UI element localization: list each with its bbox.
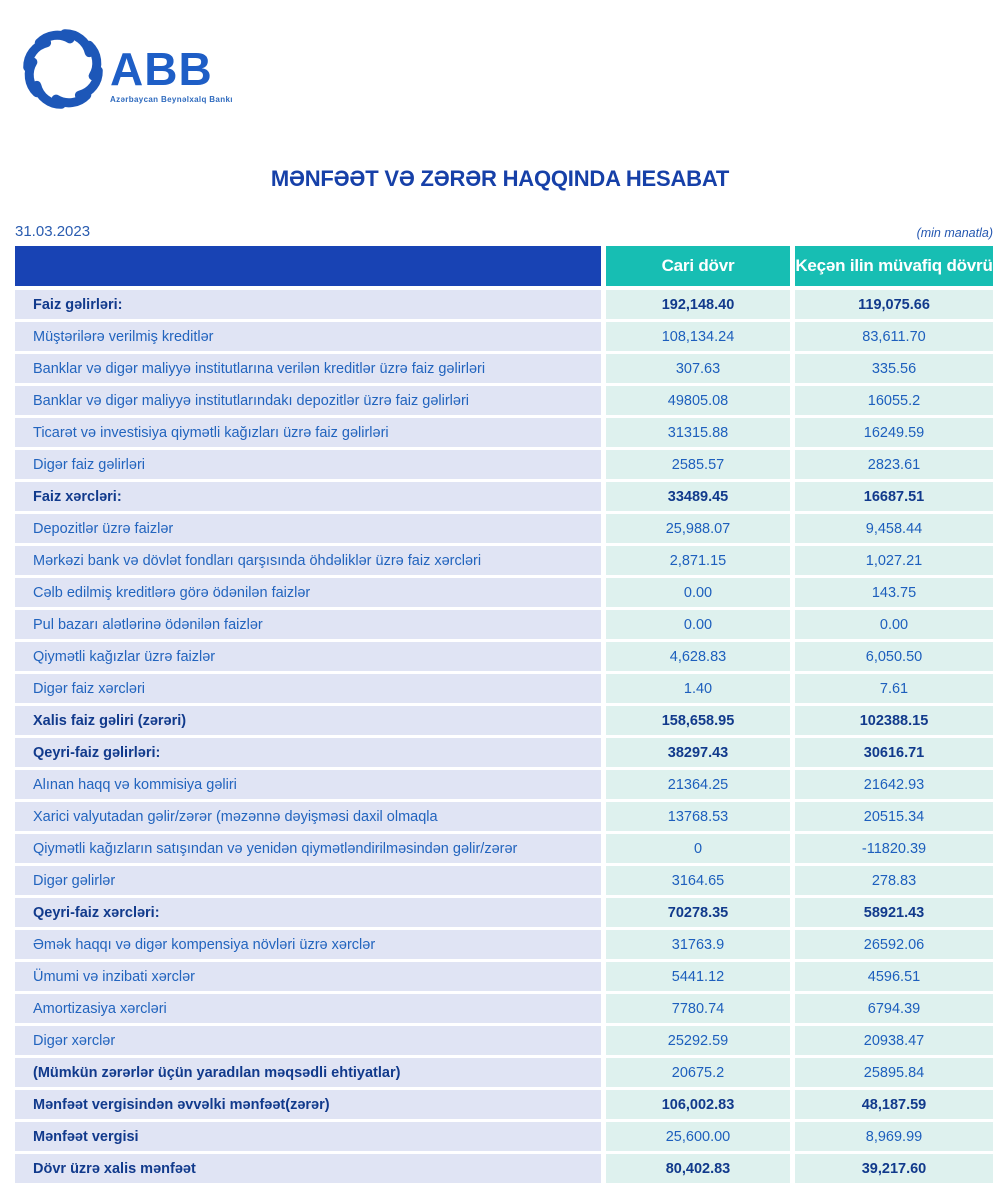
- row-previous-value: 2823.61: [795, 450, 993, 479]
- row-previous-value: 30616.71: [795, 738, 993, 767]
- table-row: [15, 706, 993, 735]
- row-current-value: 25,988.07: [606, 514, 790, 543]
- row-label: Qiymətli kağızların satışından və yenidən qiymətləndirilməsindən gəlir/zərər: [15, 834, 601, 863]
- page-title: MƏNFƏƏT VƏ ZƏRƏR HAQQINDA HESABAT: [270, 166, 730, 191]
- row-previous-value: 16249.59: [795, 418, 993, 447]
- row-previous-value: 335.56: [795, 354, 993, 383]
- row-label: Banklar və digər maliyyə institutlarına verilən kreditlər üzrə faiz gəlirləri: [15, 354, 601, 383]
- table-row: [15, 1090, 993, 1119]
- row-current-value: 0: [606, 834, 790, 863]
- row-previous-value: 7.61: [795, 674, 993, 703]
- row-label: Ticarət və investisiya qiymətli kağızları üzrə faiz gəlirləri: [15, 418, 601, 447]
- row-previous-value: 83,611.70: [795, 322, 993, 351]
- row-current-value: 2585.57: [606, 450, 790, 479]
- row-previous-value: 58921.43: [795, 898, 993, 927]
- row-label: Xalis faiz gəliri (zərəri): [15, 706, 601, 735]
- table-row: [15, 450, 993, 479]
- table-row: [15, 1026, 993, 1055]
- row-current-value: 38297.43: [606, 738, 790, 767]
- row-previous-value: 6,050.50: [795, 642, 993, 671]
- row-current-value: 25,600.00: [606, 1122, 790, 1151]
- table-body: [15, 290, 993, 1183]
- table-row: [15, 994, 993, 1023]
- row-previous-value: 4596.51: [795, 962, 993, 991]
- row-current-value: 21364.25: [606, 770, 790, 799]
- row-previous-value: 16055.2: [795, 386, 993, 415]
- row-current-value: 0.00: [606, 610, 790, 639]
- row-current-value: 4,628.83: [606, 642, 790, 671]
- row-current-value: 3164.65: [606, 866, 790, 895]
- row-label: Ümumi və inzibati xərclər: [15, 962, 601, 991]
- row-label: Xarici valyutadan gəlir/zərər (məzənnə dəyişməsi daxil olmaqla: [15, 802, 601, 831]
- row-label: Qeyri-faiz gəlirləri:: [15, 738, 601, 767]
- unit-note: (min manatla): [916, 226, 993, 240]
- table-row: [15, 546, 993, 575]
- row-previous-value: 48,187.59: [795, 1090, 993, 1119]
- logo-subtitle: Azərbaycan Beynəlxalq Bankı: [110, 94, 233, 104]
- row-previous-value: -11820.39: [795, 834, 993, 863]
- table-row: [15, 1154, 993, 1183]
- row-label: Dövr üzrə xalis mənfəət: [15, 1154, 601, 1183]
- table-header-current-period: Cari dövr: [606, 246, 790, 286]
- row-current-value: 158,658.95: [606, 706, 790, 735]
- row-label: Əmək haqqı və digər kompensiya növləri üzrə xərclər: [15, 930, 601, 959]
- row-current-value: 7780.74: [606, 994, 790, 1023]
- row-current-value: 1.40: [606, 674, 790, 703]
- table-row: [15, 1122, 993, 1151]
- table-row: [15, 1058, 993, 1087]
- table-row: [15, 738, 993, 767]
- row-label: Digər faiz gəlirləri: [15, 450, 601, 479]
- row-current-value: 5441.12: [606, 962, 790, 991]
- row-current-value: 13768.53: [606, 802, 790, 831]
- row-previous-value: 16687.51: [795, 482, 993, 511]
- row-label: Banklar və digər maliyyə institutlarındakı depozitlər üzrə faiz gəlirləri: [15, 386, 601, 415]
- table-row: [15, 610, 993, 639]
- table-row: [15, 514, 993, 543]
- row-label: Pul bazarı alətlərinə ödənilən faizlər: [15, 610, 601, 639]
- row-current-value: 108,134.24: [606, 322, 790, 351]
- table-row: [15, 354, 993, 383]
- row-current-value: 31315.88: [606, 418, 790, 447]
- table-row: [15, 866, 993, 895]
- row-current-value: 25292.59: [606, 1026, 790, 1055]
- bank-logo: [0, 0, 1000, 110]
- row-label: Cəlb edilmiş kreditlərə görə ödənilən faizlər: [15, 578, 601, 607]
- row-previous-value: 102388.15: [795, 706, 993, 735]
- row-previous-value: 0.00: [795, 610, 993, 639]
- row-label: Faiz xərcləri:: [15, 482, 601, 511]
- row-previous-value: 9,458.44: [795, 514, 993, 543]
- row-previous-value: 119,075.66: [795, 290, 993, 319]
- table-row: [15, 386, 993, 415]
- row-label: Qeyri-faiz xərcləri:: [15, 898, 601, 927]
- table-row: [15, 930, 993, 959]
- logo-text: [110, 43, 233, 104]
- table-header-row: [15, 246, 993, 286]
- row-label: Faiz gəlirləri:: [15, 290, 601, 319]
- row-current-value: 33489.45: [606, 482, 790, 511]
- meta-row: [15, 223, 993, 240]
- row-label: Amortizasiya xərcləri: [15, 994, 601, 1023]
- row-current-value: 80,402.83: [606, 1154, 790, 1183]
- row-current-value: 31763.9: [606, 930, 790, 959]
- table-row: [15, 674, 993, 703]
- row-previous-value: 21642.93: [795, 770, 993, 799]
- row-current-value: 106,002.83: [606, 1090, 790, 1119]
- row-previous-value: 1,027.21: [795, 546, 993, 575]
- row-label: Alınan haqq və kommisiya gəliri: [15, 770, 601, 799]
- table-row: [15, 322, 993, 351]
- row-current-value: 70278.35: [606, 898, 790, 927]
- table-row: [15, 962, 993, 991]
- row-label: Mərkəzi bank və dövlət fondları qarşısında öhdəliklər üzrə faiz xərcləri: [15, 546, 601, 575]
- row-current-value: 192,148.40: [606, 290, 790, 319]
- table-row: [15, 834, 993, 863]
- row-label: Digər xərclər: [15, 1026, 601, 1055]
- pnl-table: [15, 246, 993, 1183]
- table-row: [15, 482, 993, 511]
- row-label: (Mümkün zərərlər üçün yaradılan məqsədli ehtiyatlar): [15, 1058, 601, 1087]
- table-row: [15, 578, 993, 607]
- row-label: Müştərilərə verilmiş kreditlər: [15, 322, 601, 351]
- row-label: Qiymətli kağızlar üzrə faizlər: [15, 642, 601, 671]
- row-previous-value: 143.75: [795, 578, 993, 607]
- row-label: Digər faiz xərcləri: [15, 674, 601, 703]
- table-row: [15, 290, 993, 319]
- row-label: Mənfəət vergisi: [15, 1122, 601, 1151]
- row-current-value: 307.63: [606, 354, 790, 383]
- table-header-empty: [15, 246, 601, 286]
- row-label: Depozitlər üzrə faizlər: [15, 514, 601, 543]
- table-row: [15, 802, 993, 831]
- report-date: 31.03.2023: [15, 223, 91, 240]
- row-label: Digər gəlirlər: [15, 866, 601, 895]
- row-previous-value: 20515.34: [795, 802, 993, 831]
- row-previous-value: 20938.47: [795, 1026, 993, 1055]
- table-row: [15, 898, 993, 927]
- row-current-value: 49805.08: [606, 386, 790, 415]
- row-label: Mənfəət vergisindən əvvəlki mənfəət(zərər): [15, 1090, 601, 1119]
- row-previous-value: 26592.06: [795, 930, 993, 959]
- table-header-previous-period: Keçən ilin müvafiq dövrü: [795, 246, 993, 286]
- row-current-value: 2,871.15: [606, 546, 790, 575]
- row-previous-value: 6794.39: [795, 994, 993, 1023]
- abb-swirl-icon: [22, 28, 104, 110]
- table-row: [15, 770, 993, 799]
- table-row: [15, 642, 993, 671]
- row-previous-value: 278.83: [795, 866, 993, 895]
- row-previous-value: 8,969.99: [795, 1122, 993, 1151]
- logo-wordmark: ABB: [110, 43, 213, 95]
- row-previous-value: 25895.84: [795, 1058, 993, 1087]
- row-previous-value: 39,217.60: [795, 1154, 993, 1183]
- row-current-value: 20675.2: [606, 1058, 790, 1087]
- row-current-value: 0.00: [606, 578, 790, 607]
- table-row: [15, 418, 993, 447]
